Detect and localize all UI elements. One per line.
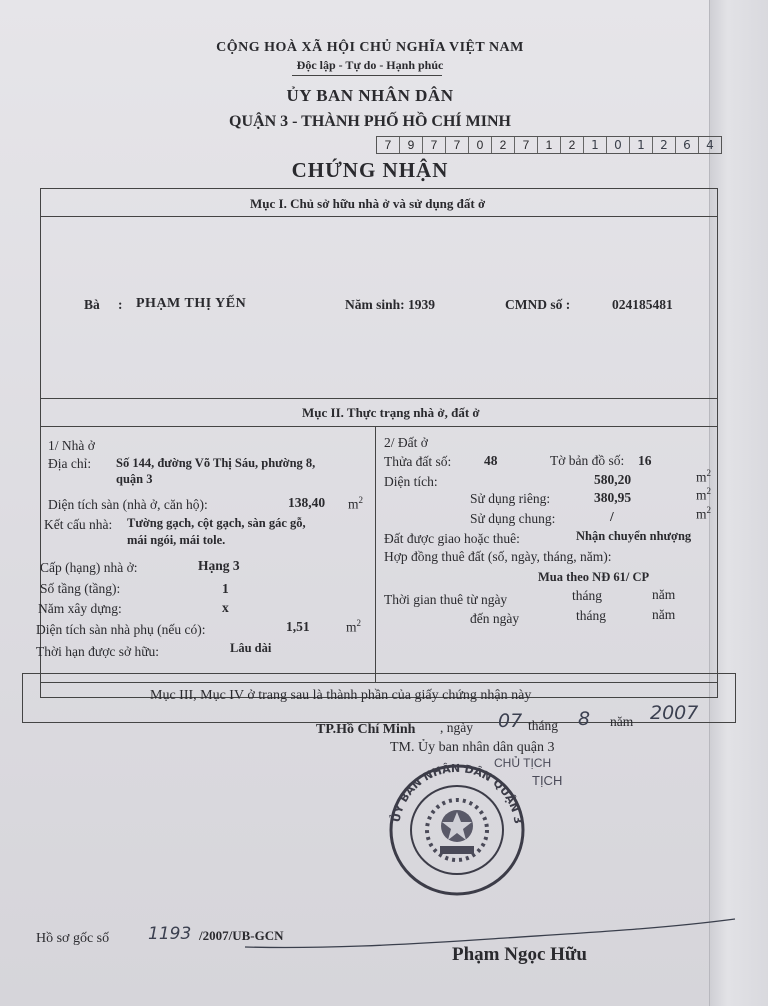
serial-digit: 2 xyxy=(653,137,676,153)
floor-area-label: Diện tích sàn (nhà ở, căn hộ): xyxy=(48,497,208,512)
serial-digit: 1 xyxy=(538,137,561,153)
id-number: 024185481 xyxy=(612,297,673,312)
file-number: 1193 xyxy=(148,924,192,944)
lease-from-month: tháng xyxy=(572,588,602,603)
serial-digit: 1 xyxy=(584,137,607,153)
sign-month: 8 xyxy=(578,708,591,730)
district-heading: QUẬN 3 - THÀNH PHỐ HỒ CHÍ MINH xyxy=(229,113,511,130)
aux-area-value: 1,51 xyxy=(286,619,310,634)
aux-area-unit: $m^2$ xyxy=(346,618,362,635)
svg-text:ỦY BAN NHÂN DÂN QUẬN 3: ỦY BAN NHÂN DÂN QUẬN 3 xyxy=(389,761,525,825)
republic-heading: CỘNG HOÀ XÃ HỘI CHỦ NGHĨA VIỆT NAM xyxy=(216,40,524,55)
land-area-label: Diện tích: xyxy=(384,474,438,489)
serial-digit: 0 xyxy=(469,137,492,153)
shared-use-unit: $m^2$ xyxy=(696,505,712,522)
ownership-term-value: Lâu dài xyxy=(230,641,272,655)
private-use-label: Sử dụng riêng: xyxy=(470,491,551,506)
motto-underline xyxy=(292,75,442,76)
owner-name: PHẠM THỊ YẾN xyxy=(136,296,247,311)
private-use-value: 380,95 xyxy=(594,490,632,505)
serial-digit: 6 xyxy=(676,137,699,153)
shared-use-value: / xyxy=(610,509,614,524)
file-number-label: Hồ sơ gốc số xyxy=(36,931,110,946)
sign-city: TP.Hồ Chí Minh xyxy=(316,722,416,737)
divider xyxy=(40,398,718,399)
column-divider xyxy=(375,426,376,682)
floors-value: 1 xyxy=(222,581,229,596)
sign-month-label: tháng xyxy=(528,718,558,733)
motto: Độc lập - Tự do - Hạnh phúc xyxy=(296,58,444,72)
sign-day: 07 xyxy=(498,710,523,732)
plot-value: 48 xyxy=(484,453,498,468)
map-sheet-value: 16 xyxy=(638,453,652,468)
grade-label: Cấp (hạng) nhà ở: xyxy=(40,560,138,575)
land-area-unit: $m^2$ xyxy=(696,468,712,485)
lease-from-label: Thời gian thuê từ ngày xyxy=(384,592,508,607)
divider xyxy=(40,216,718,217)
private-use-unit: $m^2$ xyxy=(696,486,712,503)
serial-digit: 0 xyxy=(607,137,630,153)
owner-colon: : xyxy=(118,297,123,312)
owner-honorific: Bà xyxy=(84,297,100,312)
section1-title: Mục I. Chủ sở hữu nhà ở và sử dụng đất ở xyxy=(250,196,486,211)
id-label: CMND số : xyxy=(505,297,571,312)
serial-digit: 9 xyxy=(400,137,423,153)
lease-from-year: năm xyxy=(652,587,676,602)
position-tich: TỊCH xyxy=(532,773,563,788)
official-seal-icon xyxy=(382,760,532,900)
serial-digit: 7 xyxy=(446,137,469,153)
lease-contract-value: Mua theo NĐ 61/ CP xyxy=(538,570,650,584)
built-year-label: Năm xây dựng: xyxy=(38,601,122,616)
structure-line2: mái ngói, mái tole. xyxy=(127,533,226,547)
map-sheet-label: Tờ bản đồ số: xyxy=(550,453,625,468)
built-year-value: x xyxy=(222,600,229,615)
serial-digit: 7 xyxy=(377,137,400,153)
sign-year: 2007 xyxy=(650,702,699,724)
plot-label: Thửa đất số: xyxy=(384,454,452,469)
structure-line1: Tường gạch, cột gạch, sàn gác gỗ, xyxy=(127,516,306,530)
lease-contract-label: Hợp đồng thuê đất (số, ngày, tháng, năm): xyxy=(384,549,612,564)
floor-area-unit: $m^2$ xyxy=(348,495,364,512)
serial-digit: 2 xyxy=(492,137,515,153)
serial-digit: 2 xyxy=(561,137,584,153)
house-heading: 1/ Nhà ở xyxy=(48,438,95,453)
shared-use-label: Sử dụng chung: xyxy=(470,511,556,526)
committee-heading: ỦY BAN NHÂN DÂN xyxy=(286,86,454,105)
serial-number-boxes xyxy=(376,136,722,154)
on-behalf: TM. Ủy ban nhân dân quận 3 xyxy=(390,740,555,755)
serial-digit: 7 xyxy=(423,137,446,153)
divider xyxy=(40,426,718,427)
floors-label: Số tầng (tầng): xyxy=(40,581,121,596)
lease-to-label: đến ngày xyxy=(470,611,520,626)
lease-to-year: năm xyxy=(652,607,676,622)
serial-digit: 4 xyxy=(706,138,714,152)
position-chu-tich: CHỦ TỊCH xyxy=(494,756,552,770)
section2-title: Mục II. Thực trạng nhà ở, đất ở xyxy=(302,405,480,420)
address-line2: quận 3 xyxy=(116,472,153,486)
sign-day-label: , ngày xyxy=(440,720,473,735)
lease-to-month: tháng xyxy=(576,608,606,623)
allocation-value: Nhận chuyển nhượng xyxy=(576,529,692,543)
serial-digit: 7 xyxy=(515,137,538,153)
land-area-value: 580,20 xyxy=(594,472,632,487)
section3-note: Mục III, Mục IV ở trang sau là thành phần của giấy chứng nhận này xyxy=(150,688,532,703)
serial-digit: 1 xyxy=(630,137,653,153)
file-number-suffix: /2007/UB-GCN xyxy=(199,928,284,943)
grade-value: Hạng 3 xyxy=(198,558,240,573)
floor-area-value: 138,40 xyxy=(288,495,326,510)
ownership-term-label: Thời hạn được sở hữu: xyxy=(36,644,160,659)
sign-year-label: năm xyxy=(610,714,634,729)
certificate-title: CHỨNG NHẬN xyxy=(291,158,449,182)
signer-name: Phạm Ngọc Hữu xyxy=(452,944,587,965)
land-heading: 2/ Đất ở xyxy=(384,435,428,450)
structure-label: Kết cấu nhà: xyxy=(44,517,113,532)
address-line1: Số 144, đường Võ Thị Sáu, phường 8, xyxy=(116,456,316,470)
allocation-label: Đất được giao hoặc thuê: xyxy=(384,531,520,546)
address-label: Địa chỉ: xyxy=(48,456,92,471)
birth-year: Năm sinh: 1939 xyxy=(345,297,436,312)
aux-area-label: Diện tích sàn nhà phụ (nếu có): xyxy=(36,622,206,637)
